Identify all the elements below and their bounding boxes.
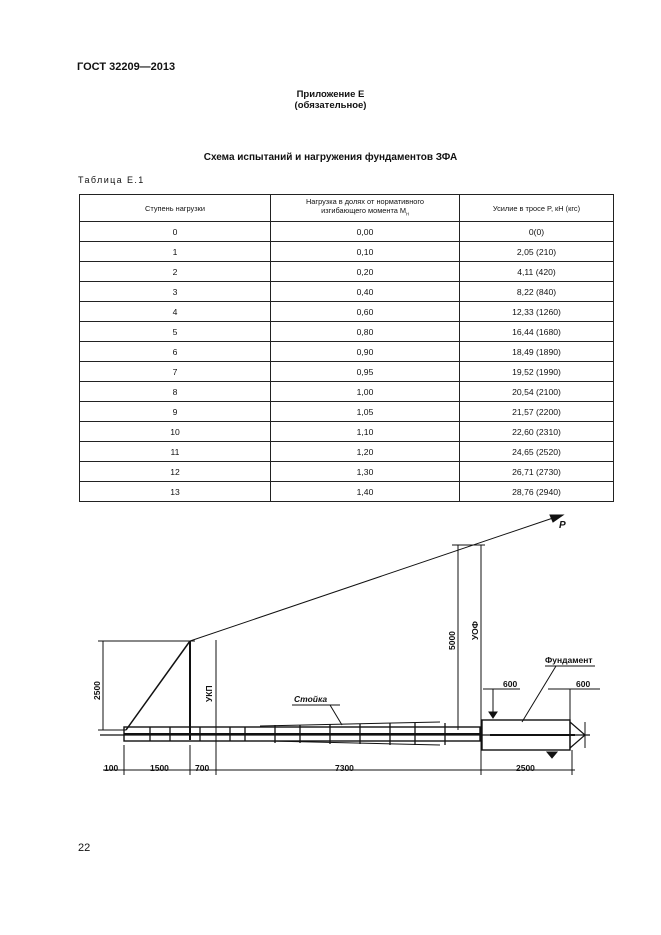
ukp-label: УКП	[204, 685, 214, 702]
cell-step: 4	[80, 302, 271, 322]
brace-line	[126, 641, 190, 730]
cell-step: 9	[80, 402, 271, 422]
cell-force: 0(0)	[460, 222, 614, 242]
cell-force: 22,60 (2310)	[460, 422, 614, 442]
appendix-note: (обязательное)	[294, 100, 367, 111]
dim-5000-label: 5000	[447, 631, 457, 650]
uof-label: УОФ	[470, 621, 480, 640]
post-leader	[330, 705, 342, 725]
force-label: P	[559, 520, 566, 531]
foundation-label: Фундамент	[545, 655, 593, 665]
cell-load: 0,00	[271, 222, 460, 242]
cell-load: 1,10	[271, 422, 460, 442]
cell-force: 2,05 (210)	[460, 242, 614, 262]
cell-force: 24,65 (2520)	[460, 442, 614, 462]
dim-600b-label: 600	[576, 679, 591, 689]
header-force: Усилие в тросе P, кН (кгс)	[460, 195, 614, 222]
cell-force: 4,11 (420)	[460, 262, 614, 282]
appendix-title: Приложение Е	[296, 89, 365, 100]
level-mark-top-icon	[489, 712, 497, 718]
cell-step: 2	[80, 262, 271, 282]
cell-force: 8,22 (840)	[460, 282, 614, 302]
header-load-sub: н	[406, 211, 409, 218]
cell-step: 6	[80, 342, 271, 362]
table-label: Таблица Е.1	[78, 175, 145, 185]
dim-600a-label: 600	[503, 679, 518, 689]
cell-force: 20,54 (2100)	[460, 382, 614, 402]
cell-step: 11	[80, 442, 271, 462]
header-step: Ступень нагрузки	[80, 195, 271, 222]
cell-force: 18,49 (1890)	[460, 342, 614, 362]
cell-force: 12,33 (1260)	[460, 302, 614, 322]
header-load-line1: Нагрузка в долях от нормативного	[305, 196, 425, 206]
cell-force: 19,52 (1990)	[460, 362, 614, 382]
dim-1500-label: 1500	[150, 763, 169, 773]
cell-step: 5	[80, 322, 271, 342]
cell-step: 8	[80, 382, 271, 402]
cell-load: 0,40	[271, 282, 460, 302]
cell-load: 1,00	[271, 382, 460, 402]
cell-step: 12	[80, 462, 271, 482]
dim-700-label: 700	[195, 763, 210, 773]
dim-2500-left-label: 2500	[92, 681, 102, 700]
cell-load: 0,90	[271, 342, 460, 362]
header-load-line2: изгибающего момента M	[321, 205, 407, 215]
cell-load: 0,20	[271, 262, 460, 282]
dim-7300-label: 7300	[335, 763, 354, 773]
foundation-leader	[522, 666, 556, 722]
support-top-edge	[260, 722, 440, 726]
standard-number: ГОСТ 32209—2013	[77, 61, 176, 73]
dim-2500-bottom-label: 2500	[516, 763, 535, 773]
cell-load: 1,30	[271, 462, 460, 482]
cell-load: 1,40	[271, 482, 460, 502]
cell-step: 1	[80, 242, 271, 262]
cell-load: 0,80	[271, 322, 460, 342]
cell-step: 0	[80, 222, 271, 242]
level-mark-bottom-icon	[547, 752, 557, 758]
cell-load: 0,10	[271, 242, 460, 262]
cell-load: 0,95	[271, 362, 460, 382]
post-label: Стойка	[294, 694, 328, 704]
cell-force: 26,71 (2730)	[460, 462, 614, 482]
section-title: Схема испытаний и нагружения фундаментов ЗФА	[203, 152, 458, 163]
cell-step: 7	[80, 362, 271, 382]
cell-force: 28,76 (2940)	[460, 482, 614, 502]
dim-100-label: 100	[104, 763, 119, 773]
cell-load: 1,05	[271, 402, 460, 422]
cell-force: 21,57 (2200)	[460, 402, 614, 422]
cell-step: 3	[80, 282, 271, 302]
cable-line	[190, 518, 553, 641]
cell-step: 13	[80, 482, 271, 502]
page-number: 22	[78, 842, 91, 854]
cell-load: 1,20	[271, 442, 460, 462]
cell-force: 16,44 (1680)	[460, 322, 614, 342]
cell-step: 10	[80, 422, 271, 442]
cell-load: 0,60	[271, 302, 460, 322]
